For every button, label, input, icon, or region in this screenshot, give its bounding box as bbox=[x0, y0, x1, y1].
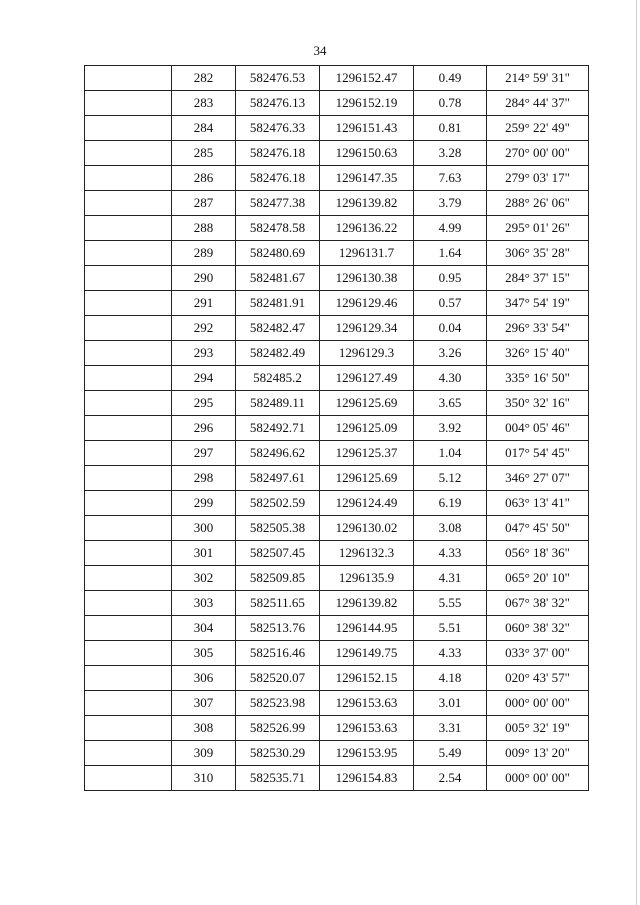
bearing-cell: 004° 05' 46" bbox=[487, 416, 589, 441]
parcel-cell bbox=[85, 616, 172, 641]
point-number-cell: 287 bbox=[172, 191, 236, 216]
parcel-cell bbox=[85, 666, 172, 691]
x-coordinate-cell: 582476.18 bbox=[236, 141, 320, 166]
x-coordinate-cell: 582530.29 bbox=[236, 741, 320, 766]
point-number-cell: 301 bbox=[172, 541, 236, 566]
distance-cell: 5.12 bbox=[414, 466, 487, 491]
distance-cell: 3.92 bbox=[414, 416, 487, 441]
x-coordinate-cell: 582505.38 bbox=[236, 516, 320, 541]
y-coordinate-cell: 1296150.63 bbox=[320, 141, 414, 166]
y-coordinate-cell: 1296124.49 bbox=[320, 491, 414, 516]
x-coordinate-cell: 582496.62 bbox=[236, 441, 320, 466]
bearing-cell: 067° 38' 32" bbox=[487, 591, 589, 616]
x-coordinate-cell: 582478.58 bbox=[236, 216, 320, 241]
bearing-cell: 060° 38' 32" bbox=[487, 616, 589, 641]
table-row bbox=[85, 516, 589, 541]
point-number-cell: 284 bbox=[172, 116, 236, 141]
point-number-cell: 303 bbox=[172, 591, 236, 616]
bearing-cell: 347° 54' 19" bbox=[487, 291, 589, 316]
table-row bbox=[85, 166, 589, 191]
point-number-cell: 285 bbox=[172, 141, 236, 166]
parcel-cell bbox=[85, 566, 172, 591]
bearing-cell: 017° 54' 45" bbox=[487, 441, 589, 466]
y-coordinate-cell: 1296147.35 bbox=[320, 166, 414, 191]
x-coordinate-cell: 582476.13 bbox=[236, 91, 320, 116]
bearing-cell: 279° 03' 17" bbox=[487, 166, 589, 191]
x-coordinate-cell: 582516.46 bbox=[236, 641, 320, 666]
bearing-cell: 000° 00' 00" bbox=[487, 766, 589, 791]
point-number-cell: 292 bbox=[172, 316, 236, 341]
table-row bbox=[85, 241, 589, 266]
table-row bbox=[85, 391, 589, 416]
point-number-cell: 286 bbox=[172, 166, 236, 191]
bearing-cell: 259° 22' 49" bbox=[487, 116, 589, 141]
table-row bbox=[85, 416, 589, 441]
parcel-cell bbox=[85, 466, 172, 491]
x-coordinate-cell: 582502.59 bbox=[236, 491, 320, 516]
point-number-cell: 283 bbox=[172, 91, 236, 116]
table-row bbox=[85, 341, 589, 366]
point-number-cell: 297 bbox=[172, 441, 236, 466]
x-coordinate-cell: 582523.98 bbox=[236, 691, 320, 716]
point-number-cell: 309 bbox=[172, 741, 236, 766]
table-row bbox=[85, 66, 589, 91]
parcel-cell bbox=[85, 116, 172, 141]
distance-cell: 1.04 bbox=[414, 441, 487, 466]
bearing-cell: 009° 13' 20" bbox=[487, 741, 589, 766]
x-coordinate-cell: 582526.99 bbox=[236, 716, 320, 741]
y-coordinate-cell: 1296129.3 bbox=[320, 341, 414, 366]
x-coordinate-cell: 582535.71 bbox=[236, 766, 320, 791]
y-coordinate-cell: 1296129.34 bbox=[320, 316, 414, 341]
y-coordinate-cell: 1296131.7 bbox=[320, 241, 414, 266]
bearing-cell: 063° 13' 41" bbox=[487, 491, 589, 516]
bearing-cell: 284° 37' 15" bbox=[487, 266, 589, 291]
y-coordinate-cell: 1296149.75 bbox=[320, 641, 414, 666]
parcel-cell bbox=[85, 591, 172, 616]
bearing-cell: 065° 20' 10" bbox=[487, 566, 589, 591]
point-number-cell: 298 bbox=[172, 466, 236, 491]
y-coordinate-cell: 1296152.47 bbox=[320, 66, 414, 91]
distance-cell: 0.78 bbox=[414, 91, 487, 116]
bearing-cell: 335° 16' 50" bbox=[487, 366, 589, 391]
bearing-cell: 346° 27' 07" bbox=[487, 466, 589, 491]
distance-cell: 4.30 bbox=[414, 366, 487, 391]
table-row bbox=[85, 266, 589, 291]
parcel-cell bbox=[85, 416, 172, 441]
point-number-cell: 310 bbox=[172, 766, 236, 791]
parcel-cell bbox=[85, 491, 172, 516]
bearing-cell: 306° 35' 28" bbox=[487, 241, 589, 266]
y-coordinate-cell: 1296152.19 bbox=[320, 91, 414, 116]
distance-cell: 4.31 bbox=[414, 566, 487, 591]
distance-cell: 3.01 bbox=[414, 691, 487, 716]
table-row bbox=[85, 666, 589, 691]
y-coordinate-cell: 1296130.38 bbox=[320, 266, 414, 291]
table-row bbox=[85, 566, 589, 591]
table-row bbox=[85, 691, 589, 716]
point-number-cell: 295 bbox=[172, 391, 236, 416]
distance-cell: 3.26 bbox=[414, 341, 487, 366]
parcel-cell bbox=[85, 241, 172, 266]
x-coordinate-cell: 582485.2 bbox=[236, 366, 320, 391]
parcel-cell bbox=[85, 366, 172, 391]
table-row bbox=[85, 366, 589, 391]
x-coordinate-cell: 582476.53 bbox=[236, 66, 320, 91]
x-coordinate-cell: 582476.33 bbox=[236, 116, 320, 141]
y-coordinate-cell: 1296130.02 bbox=[320, 516, 414, 541]
table-row bbox=[85, 466, 589, 491]
bearing-cell: 270° 00' 00" bbox=[487, 141, 589, 166]
point-number-cell: 296 bbox=[172, 416, 236, 441]
y-coordinate-cell: 1296153.95 bbox=[320, 741, 414, 766]
table-row bbox=[85, 541, 589, 566]
x-coordinate-cell: 582476.18 bbox=[236, 166, 320, 191]
parcel-cell bbox=[85, 191, 172, 216]
distance-cell: 0.95 bbox=[414, 266, 487, 291]
parcel-cell bbox=[85, 166, 172, 191]
bearing-cell: 296° 33' 54" bbox=[487, 316, 589, 341]
bearing-cell: 350° 32' 16" bbox=[487, 391, 589, 416]
parcel-cell bbox=[85, 716, 172, 741]
distance-cell: 3.79 bbox=[414, 191, 487, 216]
bearing-cell: 056° 18' 36" bbox=[487, 541, 589, 566]
y-coordinate-cell: 1296144.95 bbox=[320, 616, 414, 641]
distance-cell: 2.54 bbox=[414, 766, 487, 791]
bearing-cell: 326° 15' 40" bbox=[487, 341, 589, 366]
table-row bbox=[85, 766, 589, 791]
x-coordinate-cell: 582481.67 bbox=[236, 266, 320, 291]
bearing-cell: 005° 32' 19" bbox=[487, 716, 589, 741]
x-coordinate-cell: 582482.47 bbox=[236, 316, 320, 341]
y-coordinate-cell: 1296154.83 bbox=[320, 766, 414, 791]
point-number-cell: 308 bbox=[172, 716, 236, 741]
x-coordinate-cell: 582477.38 bbox=[236, 191, 320, 216]
parcel-cell bbox=[85, 266, 172, 291]
y-coordinate-cell: 1296139.82 bbox=[320, 191, 414, 216]
point-number-cell: 304 bbox=[172, 616, 236, 641]
parcel-cell bbox=[85, 691, 172, 716]
point-number-cell: 300 bbox=[172, 516, 236, 541]
y-coordinate-cell: 1296135.9 bbox=[320, 566, 414, 591]
distance-cell: 5.49 bbox=[414, 741, 487, 766]
parcel-cell bbox=[85, 291, 172, 316]
table-row bbox=[85, 191, 589, 216]
y-coordinate-cell: 1296136.22 bbox=[320, 216, 414, 241]
table-row bbox=[85, 116, 589, 141]
distance-cell: 3.08 bbox=[414, 516, 487, 541]
distance-cell: 3.65 bbox=[414, 391, 487, 416]
bearing-cell: 284° 44' 37" bbox=[487, 91, 589, 116]
parcel-cell bbox=[85, 441, 172, 466]
x-coordinate-cell: 582513.76 bbox=[236, 616, 320, 641]
parcel-cell bbox=[85, 141, 172, 166]
parcel-cell bbox=[85, 391, 172, 416]
point-number-cell: 307 bbox=[172, 691, 236, 716]
parcel-cell bbox=[85, 66, 172, 91]
y-coordinate-cell: 1296129.46 bbox=[320, 291, 414, 316]
y-coordinate-cell: 1296139.82 bbox=[320, 591, 414, 616]
point-number-cell: 291 bbox=[172, 291, 236, 316]
x-coordinate-cell: 582509.85 bbox=[236, 566, 320, 591]
table-row bbox=[85, 491, 589, 516]
point-number-cell: 302 bbox=[172, 566, 236, 591]
x-coordinate-cell: 582520.07 bbox=[236, 666, 320, 691]
x-coordinate-cell: 582511.65 bbox=[236, 591, 320, 616]
coordinates-table-body bbox=[85, 66, 589, 791]
point-number-cell: 290 bbox=[172, 266, 236, 291]
table-row bbox=[85, 641, 589, 666]
parcel-cell bbox=[85, 516, 172, 541]
parcel-cell bbox=[85, 91, 172, 116]
point-number-cell: 306 bbox=[172, 666, 236, 691]
bearing-cell: 295° 01' 26" bbox=[487, 216, 589, 241]
distance-cell: 3.31 bbox=[414, 716, 487, 741]
y-coordinate-cell: 1296153.63 bbox=[320, 691, 414, 716]
x-coordinate-cell: 582492.71 bbox=[236, 416, 320, 441]
y-coordinate-cell: 1296125.09 bbox=[320, 416, 414, 441]
parcel-cell bbox=[85, 316, 172, 341]
y-coordinate-cell: 1296125.69 bbox=[320, 466, 414, 491]
parcel-cell bbox=[85, 341, 172, 366]
y-coordinate-cell: 1296125.69 bbox=[320, 391, 414, 416]
distance-cell: 5.51 bbox=[414, 616, 487, 641]
table-row bbox=[85, 716, 589, 741]
x-coordinate-cell: 582497.61 bbox=[236, 466, 320, 491]
bearing-cell: 033° 37' 00" bbox=[487, 641, 589, 666]
bearing-cell: 000° 00' 00" bbox=[487, 691, 589, 716]
point-number-cell: 305 bbox=[172, 641, 236, 666]
x-coordinate-cell: 582481.91 bbox=[236, 291, 320, 316]
distance-cell: 4.33 bbox=[414, 541, 487, 566]
parcel-cell bbox=[85, 741, 172, 766]
coordinates-table bbox=[84, 65, 589, 791]
bearing-cell: 288° 26' 06" bbox=[487, 191, 589, 216]
distance-cell: 0.81 bbox=[414, 116, 487, 141]
y-coordinate-cell: 1296132.3 bbox=[320, 541, 414, 566]
table-row bbox=[85, 316, 589, 341]
point-number-cell: 289 bbox=[172, 241, 236, 266]
y-coordinate-cell: 1296153.63 bbox=[320, 716, 414, 741]
distance-cell: 0.57 bbox=[414, 291, 487, 316]
x-coordinate-cell: 582489.11 bbox=[236, 391, 320, 416]
distance-cell: 4.18 bbox=[414, 666, 487, 691]
table-row bbox=[85, 591, 589, 616]
table-row bbox=[85, 141, 589, 166]
distance-cell: 5.55 bbox=[414, 591, 487, 616]
x-coordinate-cell: 582480.69 bbox=[236, 241, 320, 266]
bearing-cell: 020° 43' 57" bbox=[487, 666, 589, 691]
table-row bbox=[85, 91, 589, 116]
parcel-cell bbox=[85, 766, 172, 791]
x-coordinate-cell: 582482.49 bbox=[236, 341, 320, 366]
distance-cell: 4.33 bbox=[414, 641, 487, 666]
page-edge bbox=[636, 0, 637, 905]
parcel-cell bbox=[85, 641, 172, 666]
table-row bbox=[85, 441, 589, 466]
distance-cell: 0.49 bbox=[414, 66, 487, 91]
table-row bbox=[85, 216, 589, 241]
bearing-cell: 214° 59' 31" bbox=[487, 66, 589, 91]
distance-cell: 4.99 bbox=[414, 216, 487, 241]
parcel-cell bbox=[85, 541, 172, 566]
distance-cell: 3.28 bbox=[414, 141, 487, 166]
table-row bbox=[85, 616, 589, 641]
point-number-cell: 294 bbox=[172, 366, 236, 391]
point-number-cell: 282 bbox=[172, 66, 236, 91]
page-number: 34 bbox=[313, 43, 327, 58]
table-row bbox=[85, 741, 589, 766]
bearing-cell: 047° 45' 50" bbox=[487, 516, 589, 541]
point-number-cell: 299 bbox=[172, 491, 236, 516]
y-coordinate-cell: 1296125.37 bbox=[320, 441, 414, 466]
distance-cell: 7.63 bbox=[414, 166, 487, 191]
distance-cell: 6.19 bbox=[414, 491, 487, 516]
distance-cell: 0.04 bbox=[414, 316, 487, 341]
x-coordinate-cell: 582507.45 bbox=[236, 541, 320, 566]
table-row bbox=[85, 291, 589, 316]
y-coordinate-cell: 1296127.49 bbox=[320, 366, 414, 391]
point-number-cell: 288 bbox=[172, 216, 236, 241]
parcel-cell bbox=[85, 216, 172, 241]
y-coordinate-cell: 1296152.15 bbox=[320, 666, 414, 691]
y-coordinate-cell: 1296151.43 bbox=[320, 116, 414, 141]
point-number-cell: 293 bbox=[172, 341, 236, 366]
distance-cell: 1.64 bbox=[414, 241, 487, 266]
